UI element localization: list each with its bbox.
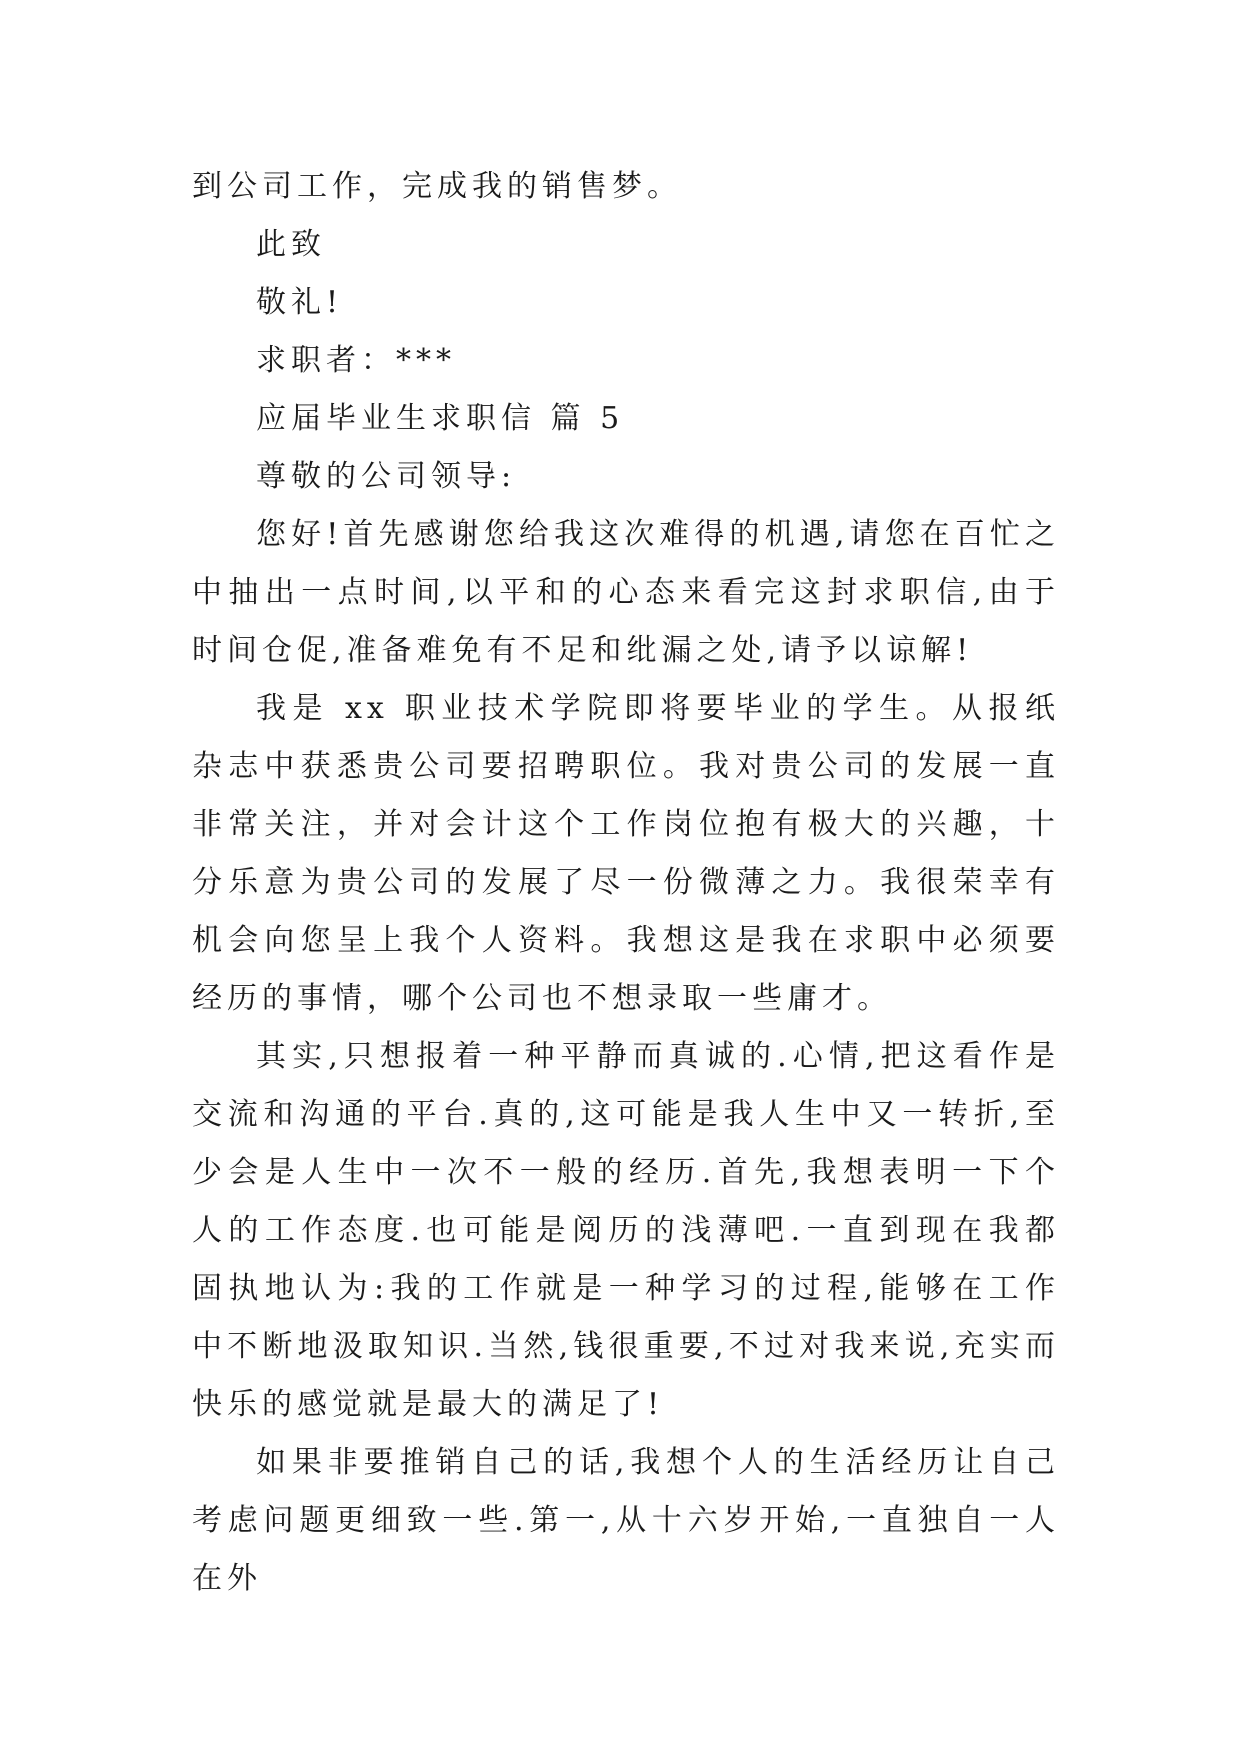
closing-salutation: 此致 — [256, 227, 326, 262]
signature-line: 求职者：*** — [256, 343, 456, 378]
paragraph-attitude: 其实,只想报着一种平静而真诚的.心情,把这看作是交流和沟通的平台.真的,这可能是我人生中又一转折,至少会是人生中一次不一般的经历.首先,我想表明一下个人的工作态度.也可能是阅历的浅薄吧.一直到现在我都固执地认为:我的工作就是一种学习的过程,能够在工作中不断地汲取知识.当然,钱很重要,不过对我来说,充实而快乐的感觉就是最大的满足了! — [192, 1039, 1060, 1422]
greeting-line: 尊敬的公司领导: — [256, 459, 517, 494]
closing-respect: 敬礼! — [256, 285, 344, 320]
paragraph-intro: 您好!首先感谢您给我这次难得的机遇,请您在百忙之中抽出一点时间,以平和的心态来看完这封求职信,由于时间仓促,准备难免有不足和纰漏之处,请予以谅解! — [192, 517, 1060, 668]
continued-line: 到公司工作，完成我的销售梦。 — [192, 169, 682, 204]
section-heading: 应届毕业生求职信 篇 5 — [256, 401, 625, 436]
letter-body — [192, 158, 1060, 1608]
paragraph-self-promotion: 如果非要推销自己的话,我想个人的生活经历让自己考虑问题更细致一些.第一,从十六岁开始,一直独自一人在外 — [192, 1445, 1060, 1596]
paragraph-background: 我是 xx 职业技术学院即将要毕业的学生。从报纸杂志中获悉贵公司要招聘职位。我对贵公司的发展一直非常关注，并对会计这个工作岗位抱有极大的兴趣，十分乐意为贵公司的发展了尽一份微薄之力。我很荣幸有机会向您呈上我个人资料。我想这是我在求职中必须要经历的事情，哪个公司也不想录取一些庸才。 — [192, 691, 1060, 1016]
